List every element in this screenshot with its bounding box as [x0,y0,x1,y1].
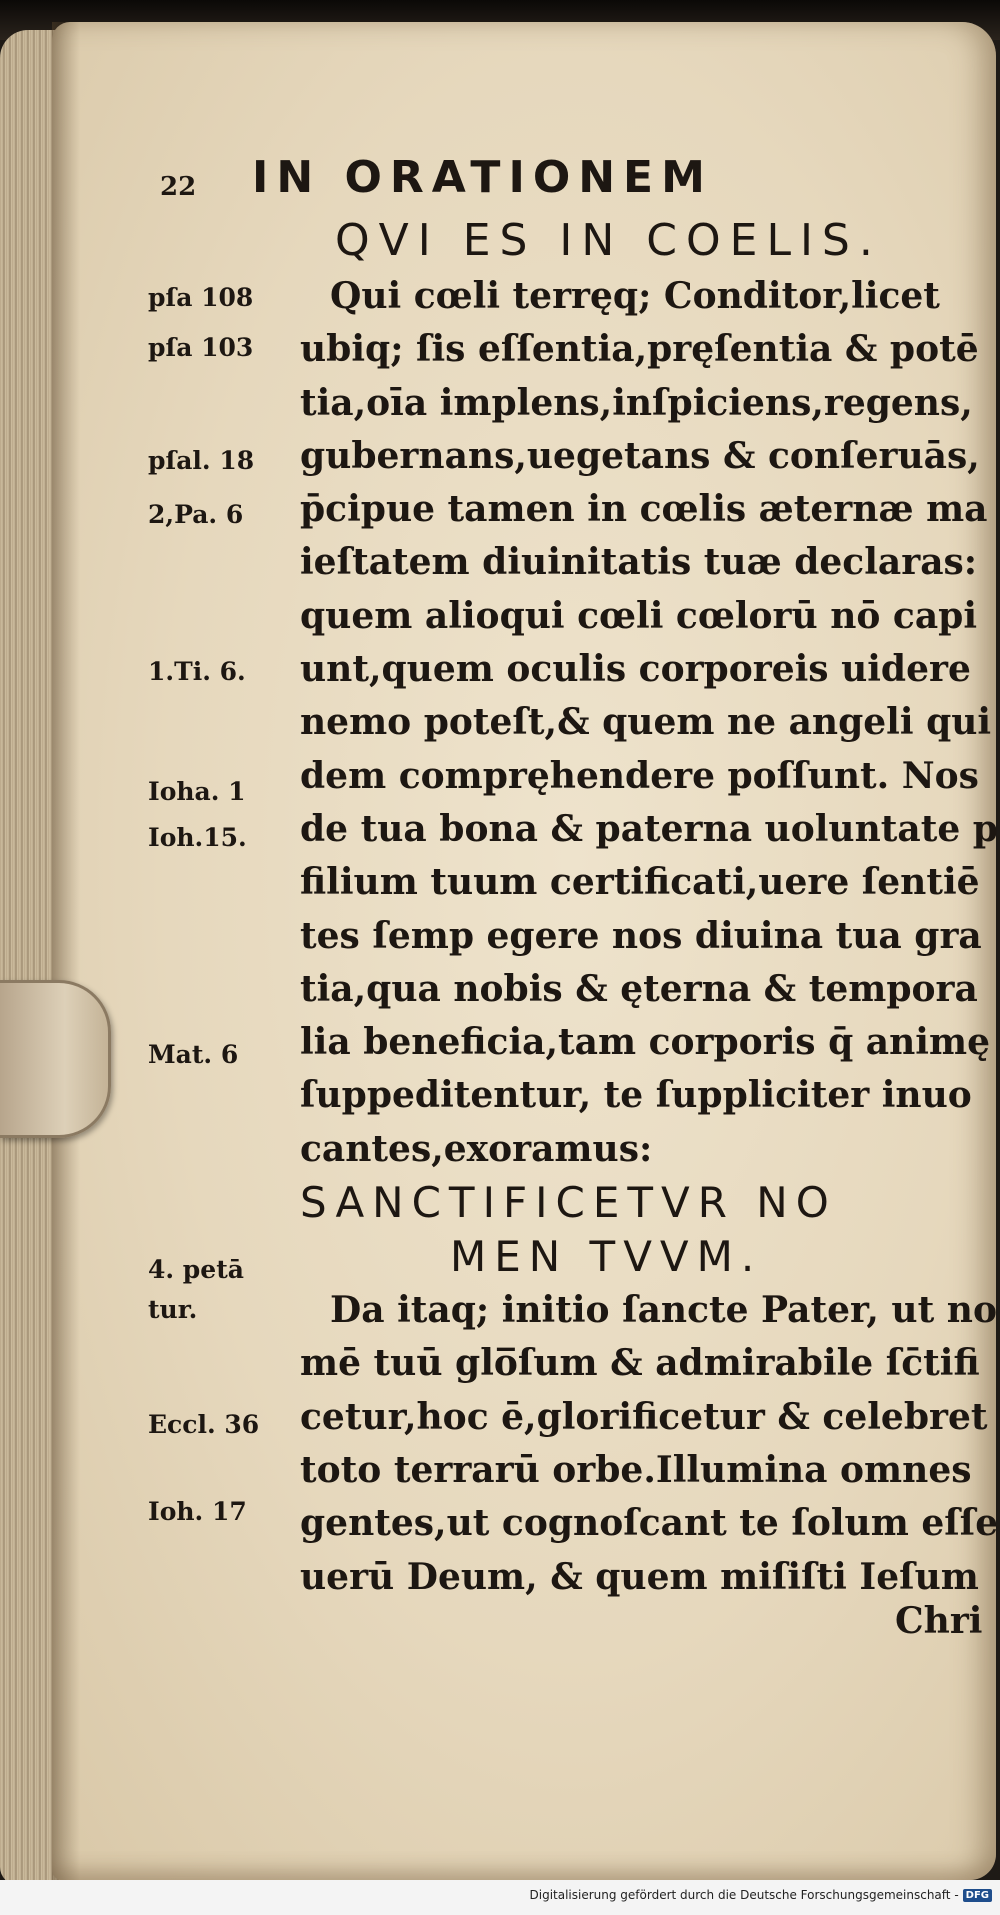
text-line: unt,quem oculis corporeis uidere [300,648,971,691]
text-line: Qui cœli terręq; Conditor,licet [330,275,940,317]
credit-text: Digitalisierung gefördert durch die Deutsche Forschungsgemeinschaft - [529,1888,959,1902]
margin-note: Mat. 6 [148,1040,239,1069]
margin-note: Ioha. 1 [148,777,246,806]
text-line: filium tuum certificati,uere ſentiē [300,861,980,904]
text-line: tes ſemp egere nos diuina tua gra [300,914,982,957]
catchword: Chri [895,1600,983,1642]
margin-note: Ioh.15. [148,823,247,852]
book-clip [0,980,111,1138]
text-line: nemo poteſt,& quem ne angeli qui [300,701,992,744]
text-line: Da itaq; initio ſancte Pater, ut no [330,1289,997,1332]
margin-note: pſal. 18 [148,446,255,475]
text-line: tia,qua nobis & ęterna & tempora [300,967,978,1010]
text-line: de tua bona & paterna uoluntate p [300,807,998,850]
section-title: QVI ES IN COELIS. [335,215,882,266]
text-line: cantes,exoramus: [300,1127,653,1170]
page-number: 22 [160,172,197,202]
text-line: p̄cipue tamen in cœlis æternæ ma [300,488,988,531]
text-line: gentes,ut cognoſcant te ſolum eſſe [300,1502,999,1545]
text-line: lia beneficia,tam corporis q̄ animę [300,1021,990,1064]
sub-heading: MEN TVVM. [450,1232,763,1282]
margin-note: Eccl. 36 [148,1410,260,1439]
margin-note: 2,Pa. 6 [148,500,244,529]
dfg-logo: DFG [963,1889,992,1902]
text-line: ubiq; ſis eſſentia,pręſentia & potē [300,328,979,371]
text-line: ſuppeditentur, te ſuppliciter inuo [300,1074,972,1117]
text-line: toto terrarū orbe.Illumina omnes [300,1448,972,1491]
text-line: ieſtatem diuinitatis tuæ declaras: [300,541,978,584]
margin-note: pſa 108 [148,283,254,312]
sub-heading: SANCTIFICETVR NO [300,1178,837,1228]
gutter-shadow [52,22,80,1880]
text-line: cetur,hoc ē,glorificetur & celebret [300,1395,988,1438]
margin-note: 4. petā [148,1255,244,1284]
margin-note: 1.Ti. 6. [148,657,246,686]
main-text [300,270,999,1604]
text-line: mē tuū glo̅ſum & admirabile ſc̄tifi [300,1342,980,1385]
margin-note: pſa 103 [148,333,254,362]
text-line: tia,oīa implens,inſpiciens,regens, [300,381,973,424]
margin-note: Ioh. 17 [148,1497,247,1526]
text-line: gubernans,uegetans & conſeruās, [300,434,980,477]
text-line: quem alioqui cœli cœlorū nō capi [300,594,978,637]
digitization-credit [530,1888,993,1902]
margin-note: tur. [148,1295,198,1324]
text-line: dem compręhendere poſſunt. Nos [300,754,979,797]
running-title: IN ORATIONEM [252,152,713,203]
text-line: uerū Deum, & quem miſiſti Ieſum [300,1555,979,1598]
